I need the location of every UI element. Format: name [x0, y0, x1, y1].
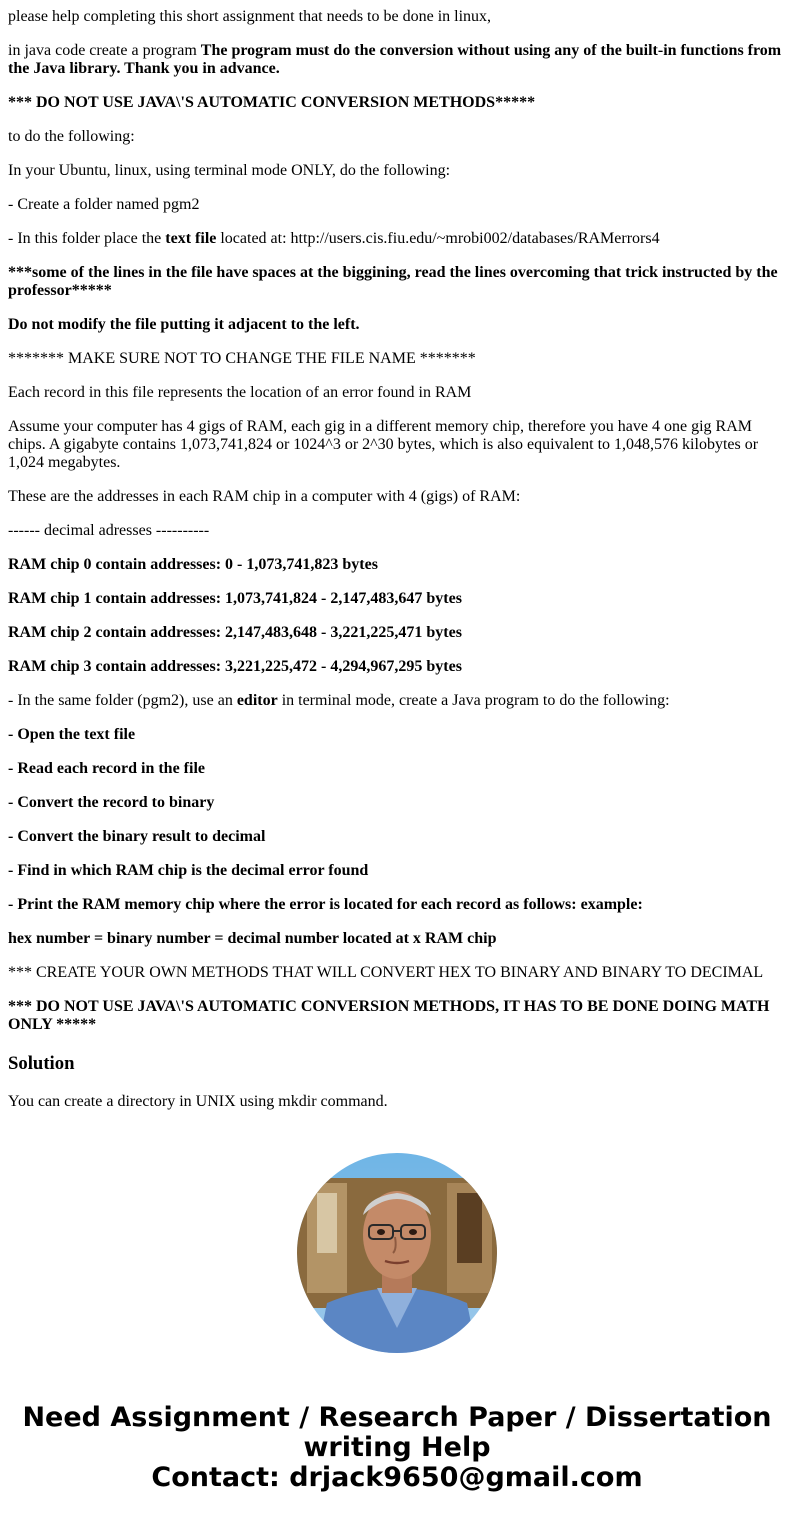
record-description: Each record in this file represents the location of an error found in RAM	[8, 384, 472, 401]
step-convert-binary: - Convert the record to binary	[8, 794, 215, 811]
editor-step-bold: editor	[236, 692, 278, 709]
step-read-record: - Read each record in the file	[8, 760, 205, 777]
ram-chip-1: RAM chip 1 contain addresses: 1,073,741,824 - 2,147,483,647 bytes	[8, 590, 462, 607]
step-convert-decimal: - Convert the binary result to decimal	[8, 828, 266, 845]
program-description-plain: in java code create a program	[8, 42, 201, 59]
own-methods-note: *** CREATE YOUR OWN METHODS THAT WILL CONVERT HEX TO BINARY AND BINARY TO DECIMAL	[8, 964, 764, 981]
intro-text: please help completing this short assignment that needs to be done in linux,	[8, 8, 492, 25]
place-file-post: located at: http://users.cis.fiu.edu/~mrobi002/databases/RAMerrors4	[216, 230, 660, 247]
editor-step-post: in terminal mode, create a Java program to do the following:	[277, 692, 670, 709]
solution-heading: Solution	[8, 1053, 75, 1074]
spaces-note: ***some of the lines in the file have spaces at the biggining, read the lines overcoming that trick instructed by the professor*****	[8, 264, 778, 299]
place-file-step	[8, 230, 786, 248]
program-description-bold: The program must do the conversion without using any of the built-in functions from the Java library. Thank you in advance.	[8, 42, 782, 77]
ram-chip-2: RAM chip 2 contain addresses: 2,147,483,648 - 3,221,225,471 bytes	[8, 624, 462, 641]
avatar	[297, 1153, 497, 1353]
program-description	[8, 42, 786, 78]
person-portrait-icon	[297, 1153, 497, 1353]
editor-step-pre: - In the same folder (pgm2), use an	[8, 692, 237, 709]
promo-line-2: writing Help	[303, 1432, 491, 1463]
ram-chip-3: RAM chip 3 contain addresses: 3,221,225,472 - 4,294,967,295 bytes	[8, 658, 462, 675]
ram-chip-0: RAM chip 0 contain addresses: 0 - 1,073,741,823 bytes	[8, 556, 378, 573]
todo-text: to do the following:	[8, 128, 135, 145]
warning-no-auto-conversion: *** DO NOT USE JAVA\'S AUTOMATIC CONVERSION METHODS*****	[8, 94, 536, 111]
assume-paragraph: Assume your computer has 4 gigs of RAM, each gig in a different memory chip, therefore you have 4 one gig RAM chips. A gigabyte contains 1,073,741,824 or 1024^3 or 2^30 bytes, which is also equivalent to 1,048,576 kilobytes or 1,024 megabytes.	[8, 418, 759, 471]
addresses-intro: These are the addresses in each RAM chip in a computer with 4 (gigs) of RAM:	[8, 488, 521, 505]
output-format-example: hex number = binary number = decimal number located at x RAM chip	[8, 930, 497, 947]
solution-text: You can create a directory in UNIX using mkdir command.	[8, 1093, 388, 1110]
no-modify-note: Do not modify the file putting it adjacent to the left.	[8, 316, 360, 333]
step-find-chip: - Find in which RAM chip is the decimal error found	[8, 862, 369, 879]
place-file-bold: text file	[165, 230, 217, 247]
step-open-file: - Open the text file	[8, 726, 136, 743]
promo-line-1: Need Assignment / Research Paper / Dissertation	[22, 1402, 772, 1433]
create-folder-step: - Create a folder named pgm2	[8, 196, 200, 213]
no-rename-note: ******* MAKE SURE NOT TO CHANGE THE FILE NAME *******	[8, 350, 476, 367]
promo-banner	[0, 1403, 794, 1493]
warning-math-only: *** DO NOT USE JAVA\'S AUTOMATIC CONVERSION METHODS, IT HAS TO BE DONE DOING MATH ONLY *****	[8, 998, 770, 1033]
editor-step	[8, 692, 786, 710]
promo-contact: Contact: drjack9650@gmail.com	[151, 1462, 643, 1493]
ubuntu-instruction: In your Ubuntu, linux, using terminal mode ONLY, do the following:	[8, 162, 451, 179]
place-file-pre: - In this folder place the	[8, 230, 166, 247]
step-print-chip: - Print the RAM memory chip where the error is located for each record as follows: example:	[8, 896, 643, 913]
decimal-header: ------ decimal adresses ----------	[8, 522, 210, 539]
